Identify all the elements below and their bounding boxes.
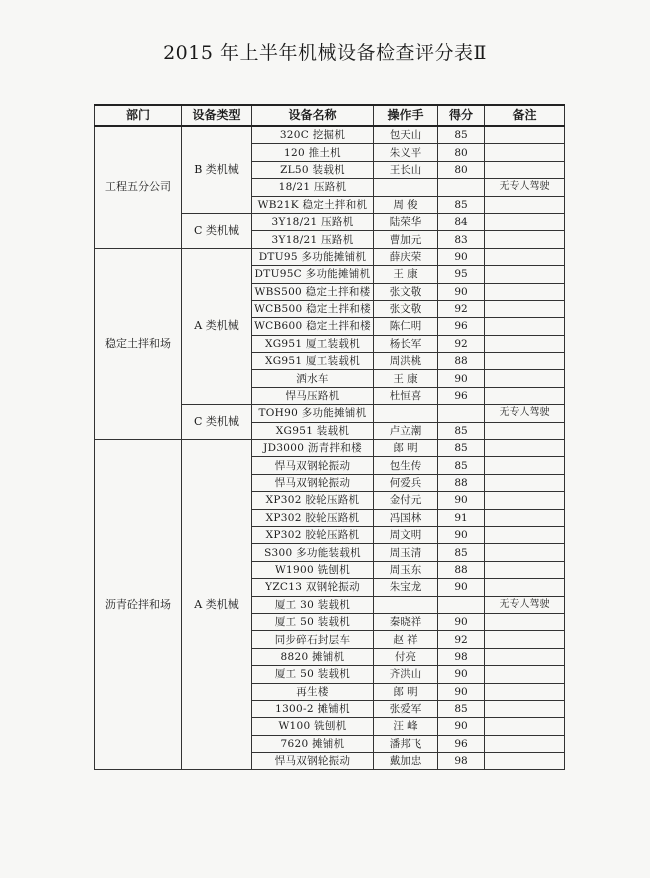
note-cell [485, 648, 565, 665]
name-cell: 厦工 50 装载机 [252, 666, 374, 683]
name-cell: XG951 装载机 [252, 422, 374, 439]
note-cell [485, 335, 565, 352]
score-cell: 85 [438, 440, 485, 457]
name-cell: XP302 胶轮压路机 [252, 492, 374, 509]
note-cell [485, 387, 565, 404]
operator-cell: 陈仁明 [374, 318, 438, 335]
table-row [95, 126, 565, 144]
note-cell [485, 231, 565, 248]
dept-cell: 沥青砼拌和场 [95, 440, 182, 770]
operator-cell: 周玉东 [374, 561, 438, 578]
score-cell: 90 [438, 666, 485, 683]
score-cell: 85 [438, 700, 485, 717]
name-cell: YZC13 双钢轮振动 [252, 579, 374, 596]
dept-cell: 稳定土拌和场 [95, 248, 182, 439]
operator-cell: 周文明 [374, 526, 438, 543]
operator-cell: 金付元 [374, 492, 438, 509]
name-cell: 3Y18/21 压路机 [252, 231, 374, 248]
page-title: 2015 年上半年机械设备检查评分表Ⅱ [163, 42, 487, 64]
score-cell: 85 [438, 126, 485, 144]
score-cell: 88 [438, 474, 485, 491]
operator-cell: 齐洪山 [374, 666, 438, 683]
score-cell: 96 [438, 318, 485, 335]
type-cell: B 类机械 [182, 126, 252, 213]
score-cell: 85 [438, 196, 485, 213]
score-cell: 90 [438, 718, 485, 735]
score-cell: 83 [438, 231, 485, 248]
name-cell: XG951 厦工装载机 [252, 353, 374, 370]
name-cell: 8820 摊铺机 [252, 648, 374, 665]
name-cell: 再生楼 [252, 683, 374, 700]
score-cell: 90 [438, 613, 485, 630]
name-cell: 悍马双钢轮振动 [252, 753, 374, 770]
note-cell [485, 422, 565, 439]
name-cell: 1300-2 摊铺机 [252, 700, 374, 717]
note-cell [485, 266, 565, 283]
note-cell [485, 631, 565, 648]
header-dept: 部门 [95, 105, 182, 126]
note-cell [485, 492, 565, 509]
header-score: 得分 [438, 105, 485, 126]
operator-cell: 杜恒喜 [374, 387, 438, 404]
name-cell: XP302 胶轮压路机 [252, 509, 374, 526]
table-row [95, 440, 565, 457]
name-cell: 18/21 压路机 [252, 179, 374, 196]
name-cell: 厦工 30 装载机 [252, 596, 374, 613]
operator-cell: 郎 明 [374, 683, 438, 700]
note-cell [485, 126, 565, 144]
operator-cell: 薛庆荣 [374, 248, 438, 265]
note-cell [485, 561, 565, 578]
score-cell: 92 [438, 631, 485, 648]
score-cell: 85 [438, 422, 485, 439]
note-cell: 无专人驾驶 [485, 179, 565, 196]
name-cell: 厦工 50 装载机 [252, 613, 374, 630]
name-cell: WBS500 稳定土拌和楼 [252, 283, 374, 300]
score-cell: 80 [438, 161, 485, 178]
name-cell: S300 多功能装载机 [252, 544, 374, 561]
note-cell [485, 161, 565, 178]
name-cell: 悍马压路机 [252, 387, 374, 404]
operator-cell: 周玉清 [374, 544, 438, 561]
note-cell [485, 213, 565, 230]
name-cell: JD3000 沥青拌和楼 [252, 440, 374, 457]
score-cell: 98 [438, 753, 485, 770]
header-note: 备注 [485, 105, 565, 126]
operator-cell [374, 179, 438, 196]
name-cell: 3Y18/21 压路机 [252, 213, 374, 230]
note-cell [485, 196, 565, 213]
note-cell [485, 526, 565, 543]
note-cell [485, 735, 565, 752]
operator-cell: 张文敬 [374, 283, 438, 300]
note-cell [485, 579, 565, 596]
header-operator: 操作手 [374, 105, 438, 126]
name-cell: W100 铣刨机 [252, 718, 374, 735]
operator-cell: 曹加元 [374, 231, 438, 248]
score-cell [438, 596, 485, 613]
name-cell: 7620 摊铺机 [252, 735, 374, 752]
name-cell: ZL50 装载机 [252, 161, 374, 178]
operator-cell: 张爱军 [374, 700, 438, 717]
operator-cell: 赵 祥 [374, 631, 438, 648]
score-cell: 92 [438, 300, 485, 317]
operator-cell [374, 596, 438, 613]
operator-cell: 朱宝龙 [374, 579, 438, 596]
operator-cell: 包生传 [374, 457, 438, 474]
score-cell: 96 [438, 735, 485, 752]
operator-cell: 汪 峰 [374, 718, 438, 735]
note-cell [485, 544, 565, 561]
score-cell: 91 [438, 509, 485, 526]
name-cell: WCB600 稳定土拌和楼 [252, 318, 374, 335]
type-cell: A 类机械 [182, 248, 252, 405]
operator-cell: 包天山 [374, 126, 438, 144]
name-cell: DTU95C 多功能摊铺机 [252, 266, 374, 283]
score-cell: 95 [438, 266, 485, 283]
operator-cell: 戴加忠 [374, 753, 438, 770]
table-body [95, 126, 565, 770]
name-cell: WCB500 稳定土拌和楼 [252, 300, 374, 317]
score-cell: 90 [438, 248, 485, 265]
type-cell: C 类机械 [182, 405, 252, 440]
note-cell [485, 144, 565, 161]
note-cell [485, 370, 565, 387]
operator-cell: 朱义平 [374, 144, 438, 161]
score-cell: 98 [438, 648, 485, 665]
note-cell [485, 440, 565, 457]
operator-cell: 张文敬 [374, 300, 438, 317]
operator-cell: 周 俊 [374, 196, 438, 213]
score-cell: 85 [438, 544, 485, 561]
operator-cell: 杨长军 [374, 335, 438, 352]
note-cell: 无专人驾驶 [485, 405, 565, 422]
name-cell: WB21K 稳定土拌和机 [252, 196, 374, 213]
name-cell: 120 推土机 [252, 144, 374, 161]
header-type: 设备类型 [182, 105, 252, 126]
operator-cell: 卢立潮 [374, 422, 438, 439]
name-cell: DTU95 多功能摊铺机 [252, 248, 374, 265]
operator-cell: 冯国林 [374, 509, 438, 526]
note-cell: 无专人驾驶 [485, 596, 565, 613]
name-cell: XP302 胶轮压路机 [252, 526, 374, 543]
score-cell: 90 [438, 492, 485, 509]
score-cell [438, 179, 485, 196]
score-cell: 96 [438, 387, 485, 404]
operator-cell: 王 康 [374, 370, 438, 387]
score-cell [438, 405, 485, 422]
header-row [95, 105, 565, 126]
note-cell [485, 457, 565, 474]
operator-cell: 周洪桃 [374, 353, 438, 370]
score-table [94, 104, 565, 770]
name-cell: 同步碎石封层车 [252, 631, 374, 648]
note-cell [485, 718, 565, 735]
operator-cell: 付亮 [374, 648, 438, 665]
operator-cell [374, 405, 438, 422]
table-row [95, 248, 565, 265]
note-cell [485, 318, 565, 335]
note-cell [485, 509, 565, 526]
score-cell: 90 [438, 370, 485, 387]
score-cell: 88 [438, 561, 485, 578]
note-cell [485, 474, 565, 491]
operator-cell: 王 康 [374, 266, 438, 283]
name-cell: 洒水车 [252, 370, 374, 387]
note-cell [485, 683, 565, 700]
dept-cell: 工程五分公司 [95, 126, 182, 248]
operator-cell: 王长山 [374, 161, 438, 178]
operator-cell: 潘邦飞 [374, 735, 438, 752]
operator-cell: 何爱兵 [374, 474, 438, 491]
score-cell: 90 [438, 283, 485, 300]
note-cell [485, 283, 565, 300]
operator-cell: 郎 明 [374, 440, 438, 457]
score-cell: 80 [438, 144, 485, 161]
note-cell [485, 613, 565, 630]
name-cell: 悍马双钢轮振动 [252, 474, 374, 491]
score-cell: 85 [438, 457, 485, 474]
type-cell: A 类机械 [182, 440, 252, 770]
note-cell [485, 248, 565, 265]
score-cell: 90 [438, 526, 485, 543]
note-cell [485, 353, 565, 370]
score-cell: 90 [438, 683, 485, 700]
name-cell: 悍马双钢轮振动 [252, 457, 374, 474]
operator-cell: 陆荣华 [374, 213, 438, 230]
score-cell: 88 [438, 353, 485, 370]
name-cell: 320C 挖掘机 [252, 126, 374, 144]
note-cell [485, 666, 565, 683]
note-cell [485, 753, 565, 770]
note-cell [485, 700, 565, 717]
type-cell: C 类机械 [182, 213, 252, 248]
operator-cell: 秦晓祥 [374, 613, 438, 630]
score-cell: 90 [438, 579, 485, 596]
note-cell [485, 300, 565, 317]
name-cell: W1900 铣刨机 [252, 561, 374, 578]
header-name: 设备名称 [252, 105, 374, 126]
name-cell: XG951 厦工装载机 [252, 335, 374, 352]
score-cell: 92 [438, 335, 485, 352]
score-cell: 84 [438, 213, 485, 230]
name-cell: TOH90 多功能摊铺机 [252, 405, 374, 422]
